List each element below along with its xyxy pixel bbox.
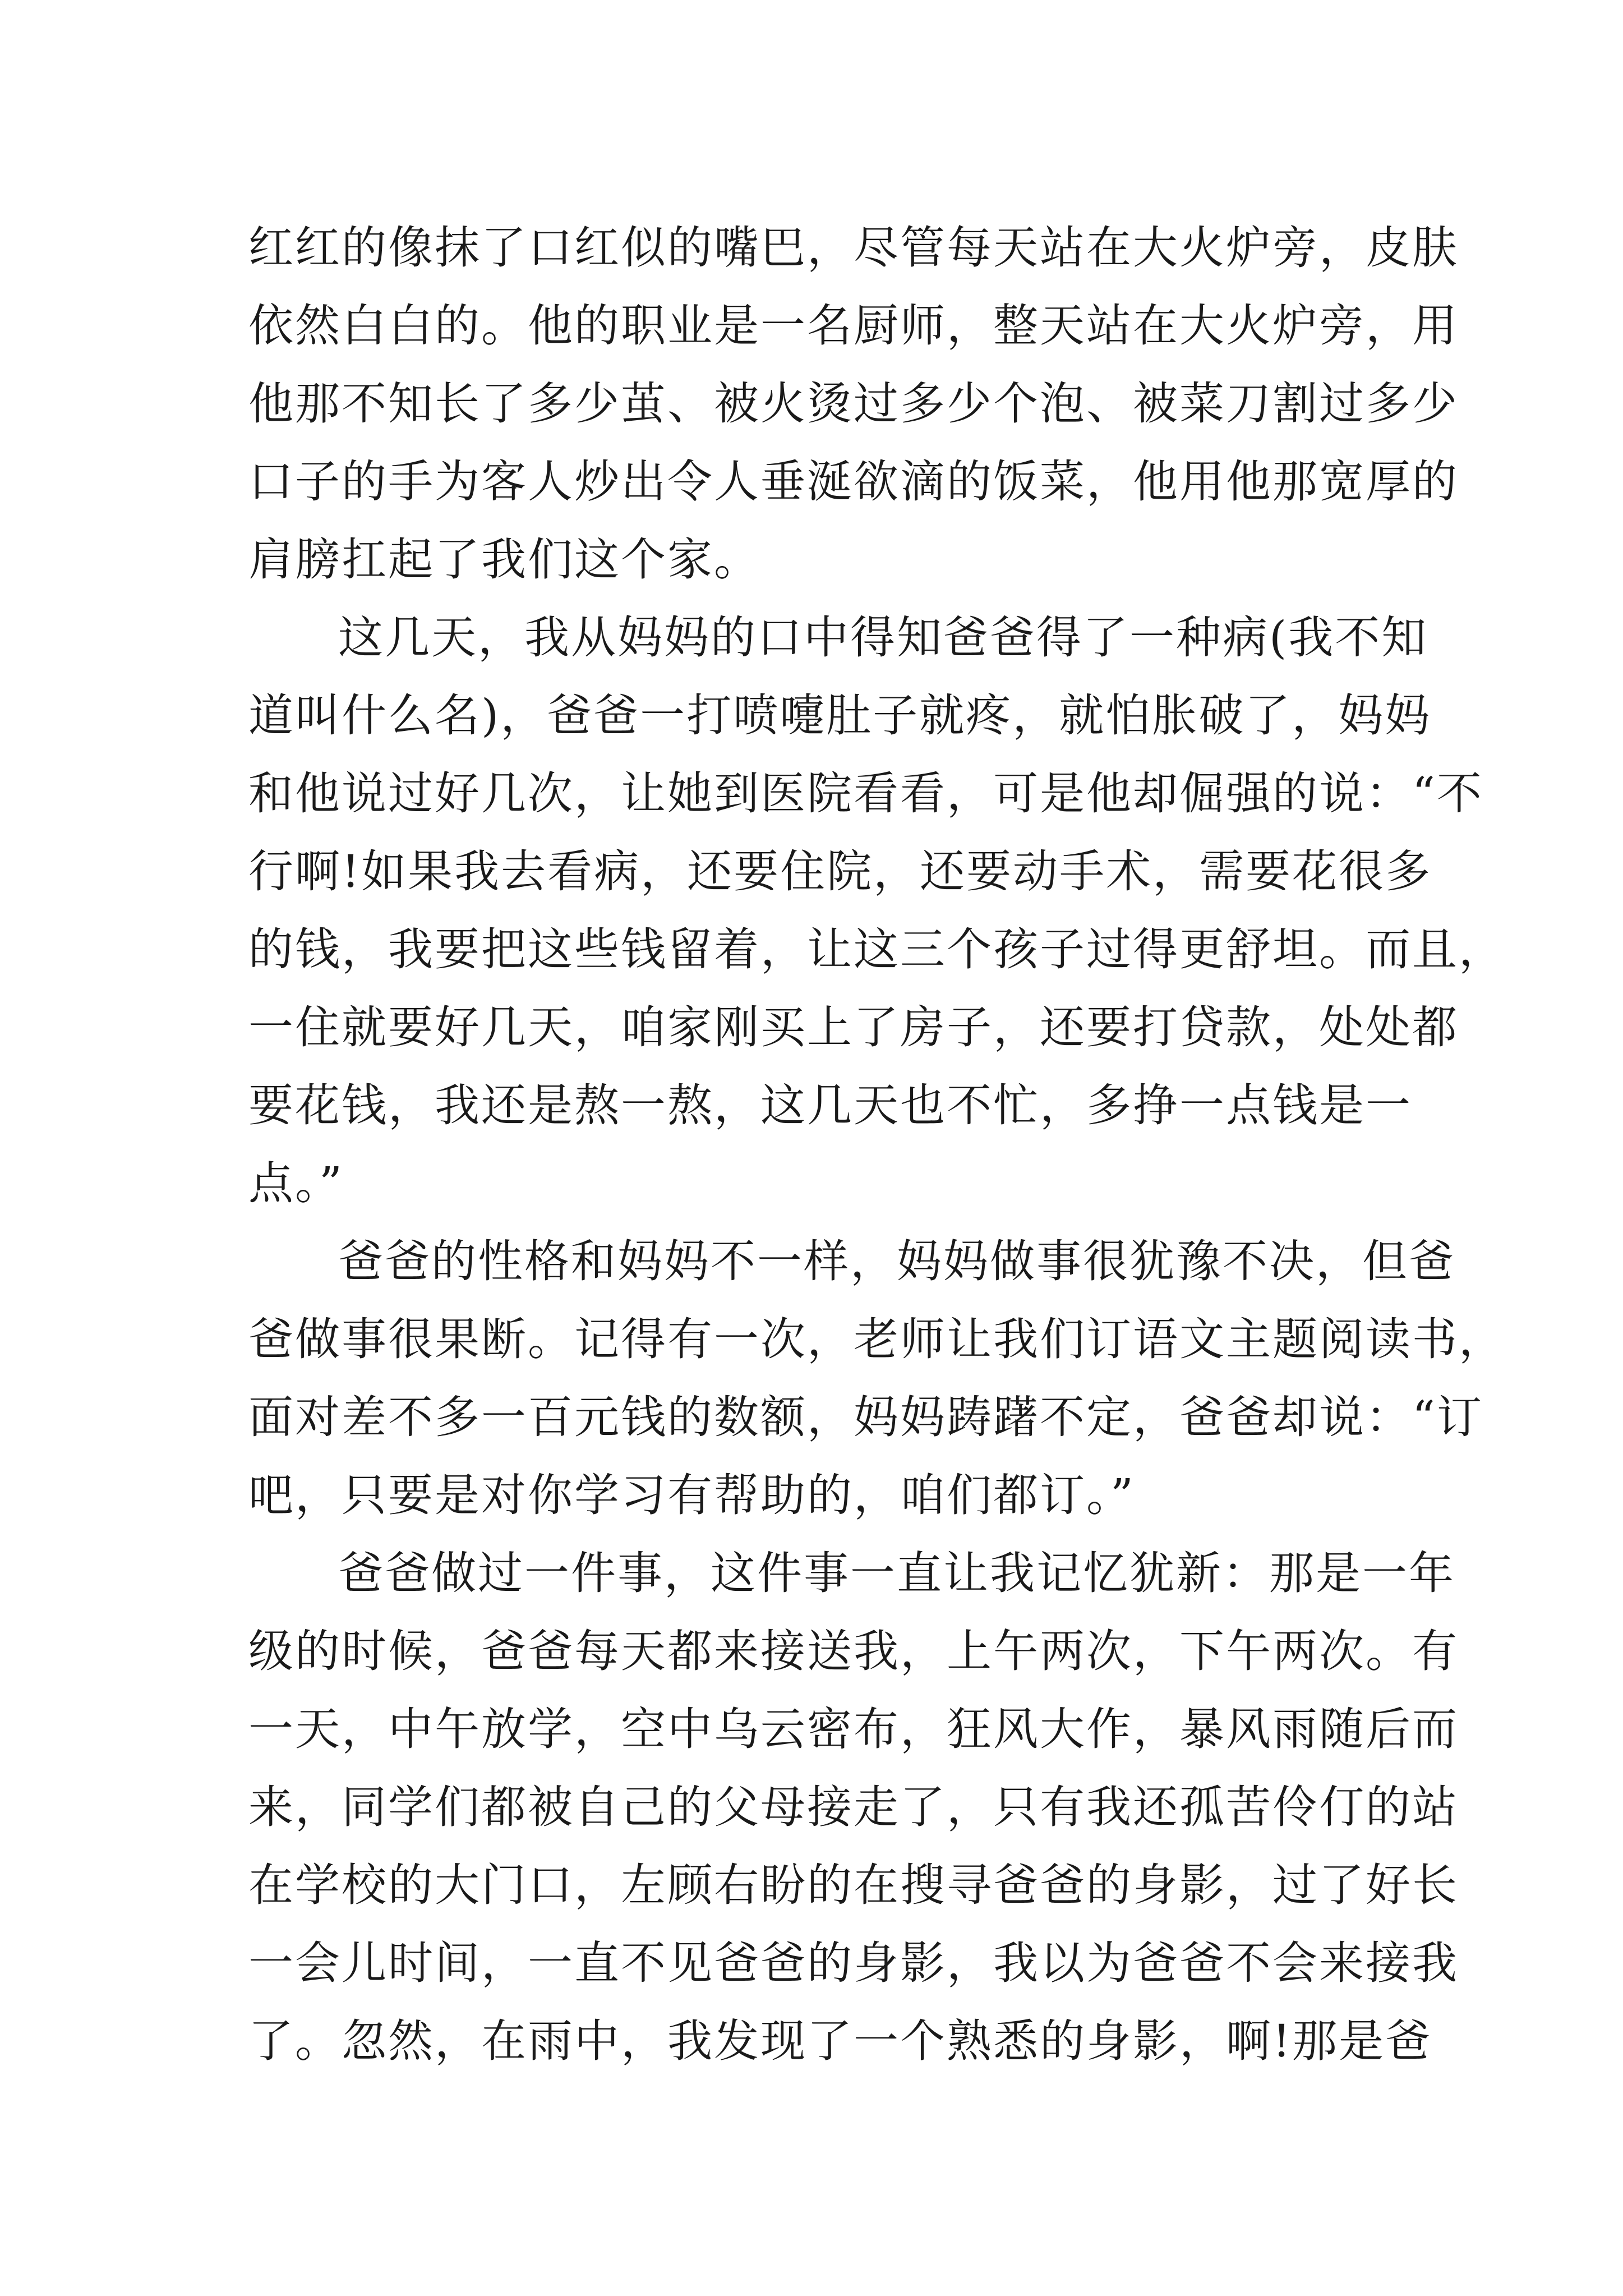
paragraph-start-line: 这几天，我从妈妈的口中得知爸爸得了一种病(我不知 [338,611,1428,664]
text-line: 来，同学们都被自己的父母接走了，只有我还孤苦伶仃的站 [248,1781,1459,1833]
text-line: 行啊!如果我去看病，还要住院，还要动手术，需要花很多 [248,845,1432,898]
text-line: 爸做事很果断。记得有一次，老师让我们订语文主题阅读书， [248,1313,1505,1365]
text-line: 了。忽然，在雨中，我发现了一个熟悉的身影，啊!那是爸 [248,2015,1432,2067]
text-line: 他那不知长了多少茧、被火烫过多少个泡、被菜刀割过多少 [248,378,1459,430]
paragraph-start-line: 爸爸的性格和妈妈不一样，妈妈做事很犹豫不决，但爸 [338,1235,1455,1287]
text-line: 口子的手为客人炒出令人垂涎欲滴的饭菜，他用他那宽厚的 [248,455,1459,508]
text-line: 点。” [248,1157,344,1209]
text-line: 在学校的大门口，左顾右盼的在搜寻爸爸的身影，过了好长 [248,1859,1459,1911]
text-line: 要花钱，我还是熬一熬，这几天也不忙，多挣一点钱是一 [248,1079,1412,1131]
text-line: 红红的像抹了口红似的嘴巴，尽管每天站在大火炉旁，皮肤 [248,222,1459,274]
text-line: 面对差不多一百元钱的数额，妈妈踌躇不定，爸爸却说：“订 [248,1391,1483,1443]
text-line: 一天，中午放学，空中乌云密布，狂风大作，暴风雨随后而 [248,1703,1459,1755]
text-line: 一会儿时间，一直不见爸爸的身影，我以为爸爸不会来接我 [248,1937,1459,1989]
text-line: 级的时候，爸爸每天都来接送我，上午两次，下午两次。有 [248,1625,1459,1677]
text-line: 和他说过好几次，让她到医院看看，可是他却倔强的说：“不 [248,767,1483,820]
text-line: 一住就要好几天，咱家刚买上了房子，还要打贷款，处处都 [248,1001,1459,1053]
text-line: 吧，只要是对你学习有帮助的，咱们都订。” [248,1469,1135,1521]
body-text [248,209,1505,2080]
paragraph-start-line: 爸爸做过一件事，这件事一直让我记忆犹新：那是一年 [338,1547,1455,1599]
text-line: 肩膀扛起了我们这个家。 [248,533,760,586]
text-line: 道叫什么名)，爸爸一打喷嚏肚子就疼，就怕胀破了，妈妈 [248,689,1432,742]
text-line: 的钱，我要把这些钱留着，让这三个孩子过得更舒坦。而且， [248,923,1505,976]
text-line: 依然白白的。他的职业是一名厨师，整天站在大火炉旁，用 [248,300,1459,352]
